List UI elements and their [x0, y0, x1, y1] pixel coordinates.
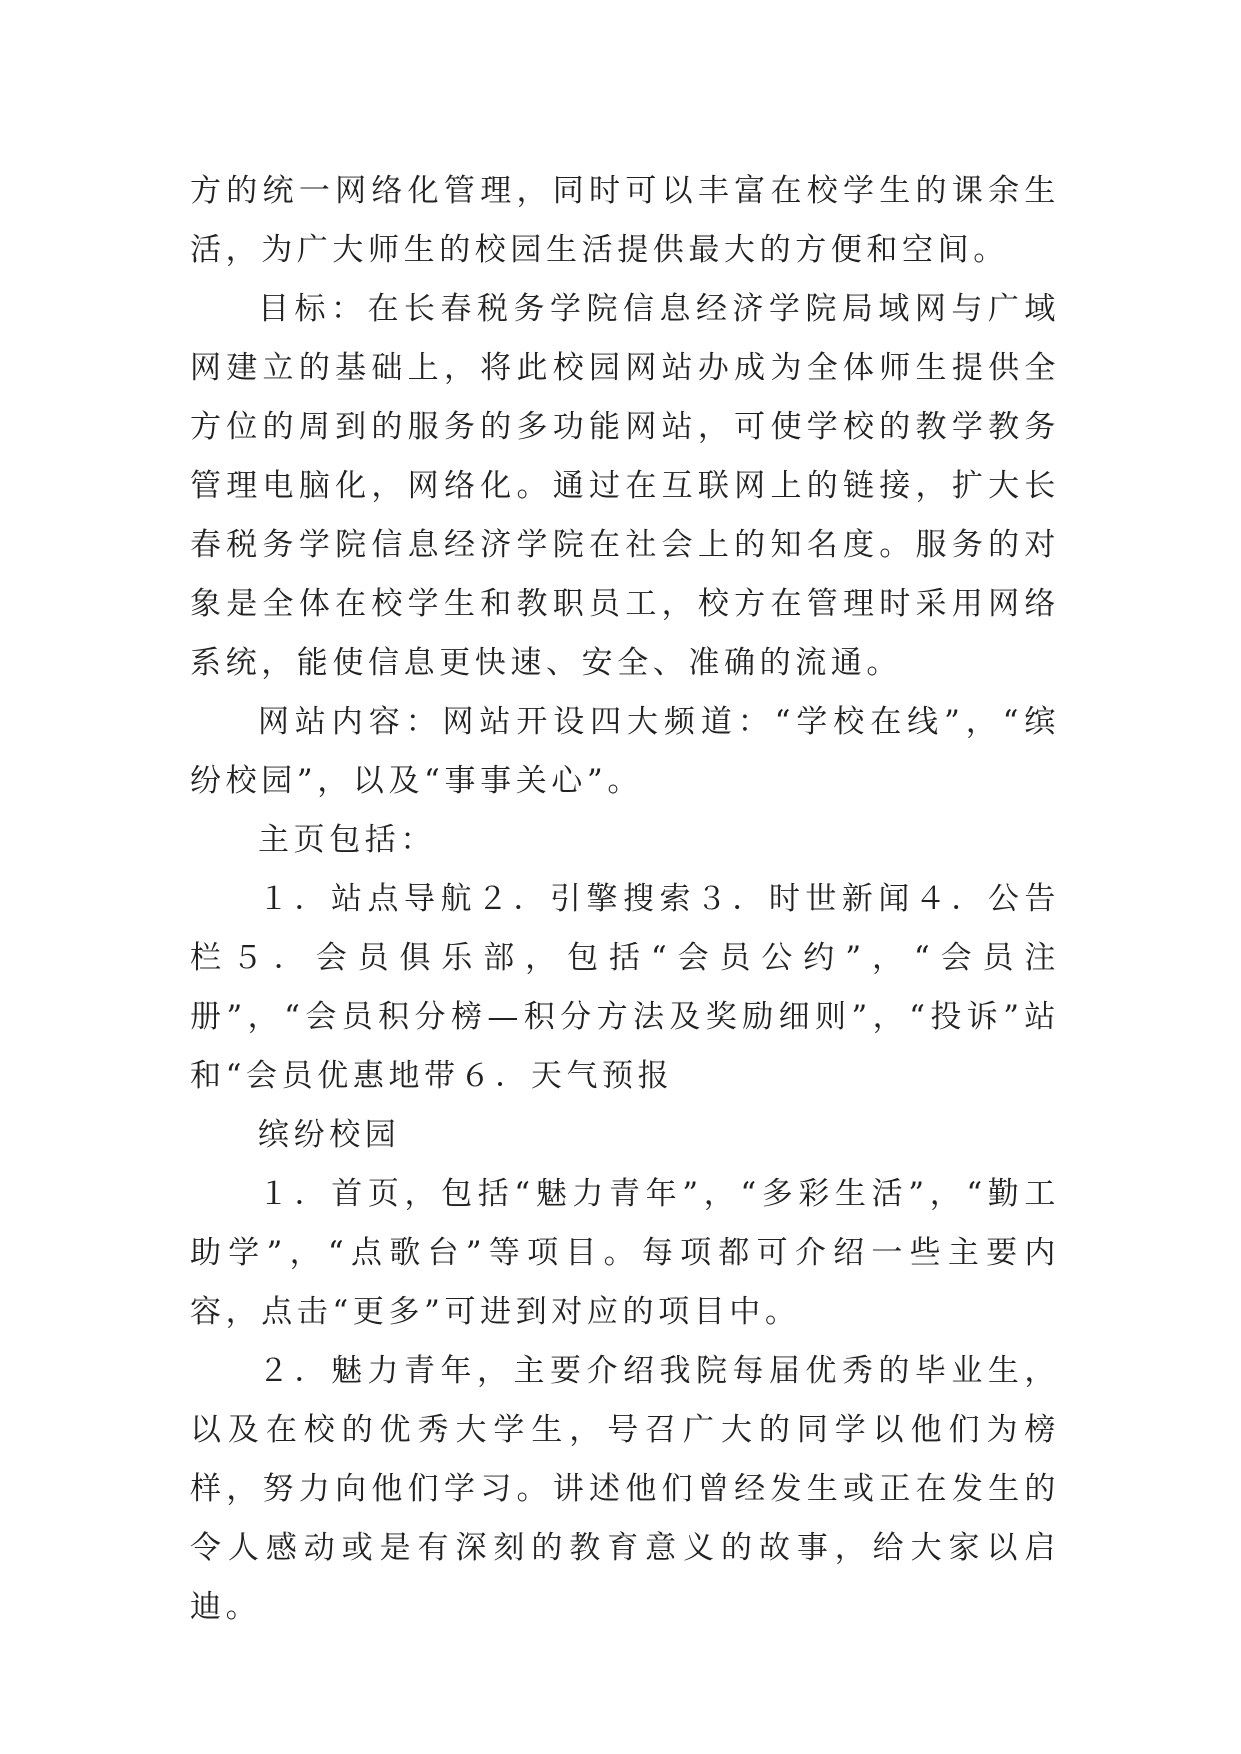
- paragraph-continuation: 方的统一网络化管理，同时可以丰富在校学生的课余生活，为广大师生的校园生活提供最大的方便和空间。: [190, 173, 1060, 268]
- paragraph-campus-item-2: ２．魅力青年，主要介绍我院每届优秀的毕业生，以及在校的优秀大学生，号召广大的同学以他们为榜样，努力向他们学习。讲述他们曾经发生或正在发生的令人感动或是有深刻的教育意义的故事，给大家以启迪。: [190, 1353, 1060, 1625]
- paragraph-campus-heading: 缤纷校园: [258, 1117, 401, 1153]
- paragraph-homepage-items: １．站点导航２．引擎搜索３．时世新闻４．公告栏５．会员俱乐部，包括“会员公约”，“会员注册”，“会员积分榜—积分方法及奖励细则”，“投诉”站和“会员优惠地带６．天气预报: [190, 881, 1060, 1094]
- paragraph-homepage-heading: 主页包括：: [258, 822, 436, 858]
- paragraph-site-content: 网站内容：网站开设四大频道：“学校在线”，“缤纷校园”，以及“事事关心”。: [190, 704, 1060, 799]
- paragraph-goal: 目标：在长春税务学院信息经济学院局域网与广域网建立的基础上，将此校园网站办成为全体师生提供全方位的周到的服务的多功能网站，可使学校的教学教务管理电脑化，网络化。通过在互联网上的链接，扩大长春税务学院信息经济学院在社会上的知名度。服务的对象是全体在校学生和教职员工，校方在管理时采用网络系统，能使信息更快速、安全、准确的流通。: [190, 291, 1060, 681]
- body-text: [190, 162, 1060, 1637]
- paragraph-campus-item-1: １．首页，包括“魅力青年”，“多彩生活”，“勤工助学”，“点歌台”等项目。每项都可介绍一些主要内容，点击“更多”可进到对应的项目中。: [190, 1176, 1060, 1330]
